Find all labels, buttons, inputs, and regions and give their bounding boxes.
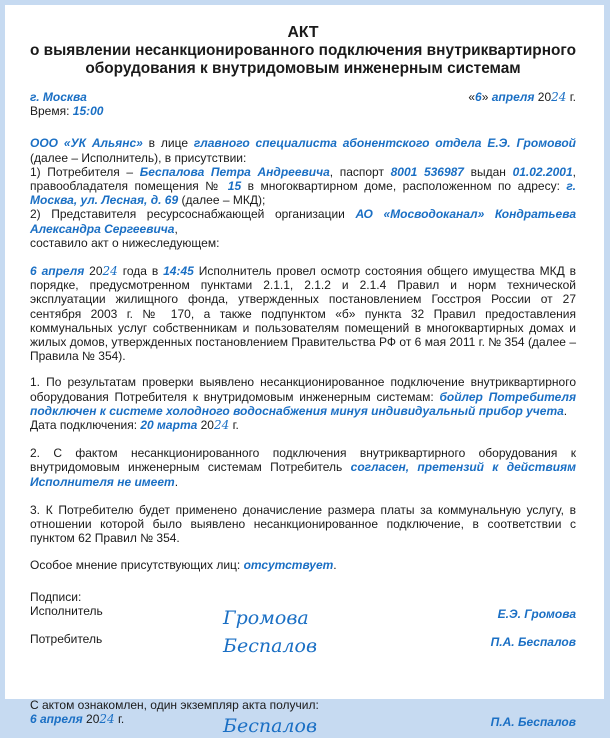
item-3 [30,503,576,546]
intro-text: , паспорт [329,164,391,179]
intro-text: , [174,221,178,236]
intro-text: 1) Потребителя – [30,164,140,179]
item-1 [30,375,576,432]
year-suffix: 24 [213,418,230,433]
supplier-paragraph [30,207,576,235]
document-heading [30,24,576,78]
time-row [30,104,576,118]
city: г. Москва [30,90,87,104]
date-year-unit: г. [569,90,576,104]
year-prefix: 20 [82,712,100,727]
inspection-time: 14:45 [163,264,194,279]
representative: главного специалиста абонентского отдела Е.Э. Громовой [193,136,577,151]
signatures-section [30,590,576,658]
intro-closing: составило акт о нижеследующем: [30,235,220,250]
date-month: апреля [491,90,535,104]
intro-text: (далее – МКД); [178,193,266,208]
consumer-agreement: согласен, претензий к действиям Исполнителя не имеет [30,460,576,489]
signature-role: Исполнитель [30,603,103,618]
item-2-paragraph [30,446,576,489]
year-suffix: 24 [99,712,115,727]
quote-open: « [468,90,476,104]
item-1-paragraph [30,375,576,418]
document-date [468,90,576,104]
year-unit: г. [229,418,239,433]
document-subtitle-line2: оборудования к внутридомовым инженерным системам [85,60,521,77]
item-text: . [563,403,568,418]
passport-number: 8001 536987 [390,164,464,179]
connection-date: 20 марта [140,418,198,433]
year-prefix: 20 [84,264,103,279]
finding: бойлер Потребителя подключен к системе холодного водоснабжения минуя индивидуальный прибор учета [30,389,577,418]
consumer-paragraph [30,165,576,208]
address: г. Москва, ул. Лесная, д. 69 [30,179,577,208]
intro-text: в лице [142,136,194,151]
signature-row-executor [30,604,576,630]
inspection-section [30,264,576,363]
year-prefix: 20 [197,418,214,433]
quote-close: » [481,90,489,104]
connection-date-row [30,418,576,432]
intro-text: выдан [463,164,513,179]
signatory-name: П.А. Беспалов [490,715,576,730]
acknowledgement-date [30,712,190,726]
signatory-name: Е.Э. Громова [497,606,576,621]
document-subtitle-line1: о выявлении несанкционированного подключения внутриквартирного [30,42,577,59]
acknowledgement-section [30,698,576,738]
year-suffix: 24 [102,264,118,279]
act-document [5,5,604,738]
intro-text: в многоквартирном доме, расположенном по адресу: [241,179,567,194]
inspection-text: Исполнитель провел осмотр состояния общего имущества МКД в порядке, предусмотренном пунктами 2.1.1, 2.1.2 и 2.1.4 Правил и норм технической эксплуатации жилищного фонда, утвержденных постановлением Госстроя России от 27 сентября 2003 г. № 170, а также подпунктом «б» пункта 32 Правил предоставления коммунальных услуг собственникам и пользователям помещений в многоквартирных домах и жилых домов, утвержденных постановлением Правительства РФ от 6 мая 2011 г. № 354 (далее – Правила № 354). [30,264,576,364]
intro-text: (далее – Исполнитель), в присутствии: [30,150,247,165]
year-unit: г. [114,712,125,727]
opinion-section [30,558,576,572]
time-value: 15:00 [72,104,104,119]
handwritten-signature: Беспалов [223,634,318,657]
date-year-prefix: 20 [537,90,552,104]
inspection-text: года в [117,264,164,279]
signature-role: Потребитель [30,631,103,646]
opinion-value: отсутствует [243,558,334,573]
place-date-row [30,90,576,104]
signature-row-consumer [30,632,576,658]
date-day: 6 [475,90,482,104]
item-2 [30,446,576,489]
intro-paragraph [30,136,576,164]
handwritten-signature: Громова [223,606,309,629]
item-text: . [174,474,179,489]
document-title: АКТ [287,24,319,41]
intro-section [30,136,576,250]
item-text: 1. По результатам проверки выявлено несанкционированное подключение внутриквартирного оборудования Потребителя к внутридомовым инженерным системам: [30,375,576,404]
opinion-row [30,558,576,572]
acknowledgement-row [30,712,576,738]
passport-issued: 01.02.2001 [512,164,573,179]
time-label: Время: [30,104,70,119]
acknowledgement-text: С актом ознакомлен, один экземпляр акта получил: [30,697,319,712]
opinion-label: Особое мнение присутствующих лиц: [30,558,244,573]
opinion-text: . [333,558,337,573]
signatory-name: П.А. Беспалов [490,634,576,649]
item-3-paragraph: 3. К Потребителю будет применено доначисление размера платы за коммунальную услугу, в отношении которой было выявлено несанкционированное подключение, в соответствии с пунктом 62 Правил № 354. [30,502,576,546]
connection-date-label: Дата подключения: [30,418,141,433]
inspection-paragraph [30,264,576,363]
intro-text: 2) Представителя ресурсоснабжающей организации [30,207,356,222]
item-text: 2. С фактом несанкционированного подключения внутриквартирного оборудования к внутридомовым инженерным системам Потребитель [30,446,576,475]
inspection-date: 6 апреля [30,264,85,279]
date-year-suffix: 24 [551,90,567,104]
ack-date: 6 апреля [30,712,83,727]
intro-text: , правообладателя помещения № [30,164,576,194]
signatures-header: Подписи: [30,589,82,604]
apartment-number: 15 [227,179,242,194]
handwritten-signature: Беспалов [223,715,318,738]
supplier-rep: АО «Мосводоканал» Кондратьева Александра Сергеевича [30,207,576,236]
org-name: ООО «УК Альянс» [30,136,143,151]
consumer-name: Беспалова Петра Андреевича [139,164,330,179]
